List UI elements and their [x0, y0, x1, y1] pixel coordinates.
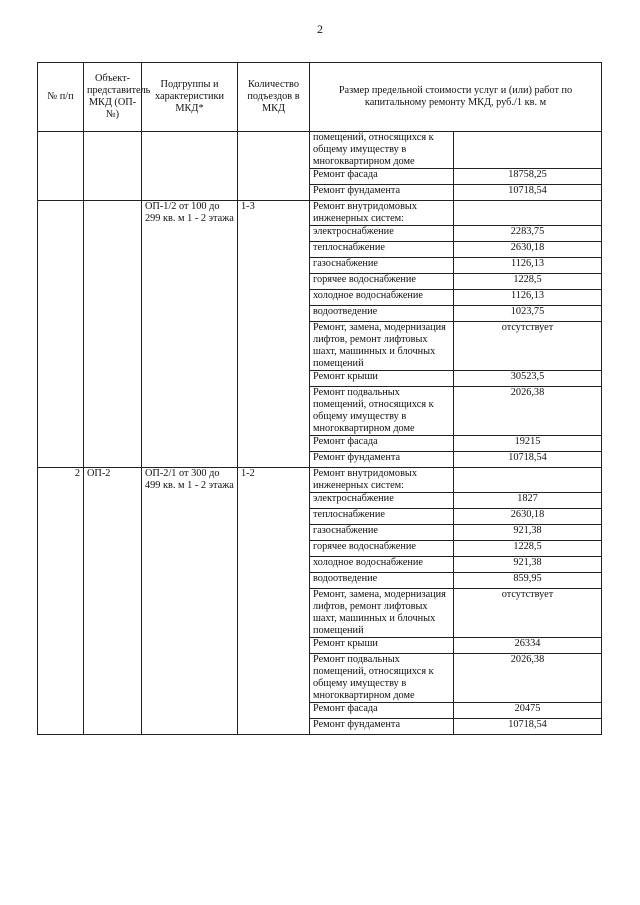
work-type-label: Ремонт фундамента	[310, 185, 454, 201]
group-entrances: 1-3	[238, 201, 310, 468]
table-header-row	[38, 63, 602, 132]
group-entrances	[238, 132, 310, 201]
group-number: 2	[38, 468, 84, 735]
work-type-label: Ремонт крыши	[310, 638, 454, 654]
cost-value: 1228,5	[454, 541, 602, 557]
cost-value: отсутствует	[454, 589, 602, 638]
work-type-label: водоотведение	[310, 306, 454, 322]
cost-value: 18758,25	[454, 169, 602, 185]
work-type-label: теплоснабжение	[310, 242, 454, 258]
work-type-label: Ремонт фасада	[310, 703, 454, 719]
cost-value: 1126,13	[454, 258, 602, 274]
group-subgroup	[142, 132, 238, 201]
cost-value: 26334	[454, 638, 602, 654]
cost-value: 19215	[454, 436, 602, 452]
header-cost: Размер предельной стоимости услуг и (или) работ по капитальному ремонту МКД, руб./1 кв. м	[310, 63, 602, 132]
cost-value: 30523,5	[454, 371, 602, 387]
group-subgroup: ОП-1/2 от 100 до 299 кв. м 1 - 2 этажа	[142, 201, 238, 468]
group-number	[38, 132, 84, 201]
cost-value: 2630,18	[454, 509, 602, 525]
group-object: ОП-2	[84, 468, 142, 735]
work-type-label: Ремонт фасада	[310, 169, 454, 185]
work-type-label: водоотведение	[310, 573, 454, 589]
work-type-label: помещений, относящихся к общему имуществу в многоквартирном доме	[310, 132, 454, 169]
cost-value: 10718,54	[454, 719, 602, 735]
work-type-label: горячее водоснабжение	[310, 541, 454, 557]
work-type-label: Ремонт подвальных помещений, относящихся к общему имуществу в многоквартирном доме	[310, 654, 454, 703]
group-entrances: 1-2	[238, 468, 310, 735]
cost-value: 1827	[454, 493, 602, 509]
cost-value	[454, 468, 602, 493]
header-object: Объект-представитель МКД (ОП-№)	[84, 63, 142, 132]
header-number: № п/п	[38, 63, 84, 132]
work-type-label: Ремонт крыши	[310, 371, 454, 387]
work-type-label: Ремонт, замена, модернизация лифтов, ремонт лифтовых шахт, машинных и блочных помещений	[310, 322, 454, 371]
work-type-label: электроснабжение	[310, 493, 454, 509]
cost-value	[454, 132, 602, 169]
cost-value: 2026,38	[454, 387, 602, 436]
cost-value: 859,95	[454, 573, 602, 589]
group-object	[84, 132, 142, 201]
cost-value: 2026,38	[454, 654, 602, 703]
work-type-label: Ремонт внутридомовых инженерных систем:	[310, 201, 454, 226]
work-type-label: Ремонт фундамента	[310, 719, 454, 735]
work-type-label: холодное водоснабжение	[310, 290, 454, 306]
cost-value: 10718,54	[454, 185, 602, 201]
cost-value: 2283,75	[454, 226, 602, 242]
cost-value: 921,38	[454, 557, 602, 573]
work-type-label: Ремонт фасада	[310, 436, 454, 452]
work-type-label: Ремонт внутридомовых инженерных систем:	[310, 468, 454, 493]
header-subgroup: Подгруппы и характеристики МКД*	[142, 63, 238, 132]
work-type-label: горячее водоснабжение	[310, 274, 454, 290]
work-type-label: Ремонт подвальных помещений, относящихся к общему имуществу в многоквартирном доме	[310, 387, 454, 436]
table-body	[38, 132, 602, 735]
table-row	[38, 468, 602, 493]
work-type-label: газоснабжение	[310, 525, 454, 541]
header-entrances: Количество подъездов в МКД	[238, 63, 310, 132]
work-type-label: теплоснабжение	[310, 509, 454, 525]
cost-value: 10718,54	[454, 452, 602, 468]
cost-table	[37, 62, 602, 735]
table-row	[38, 132, 602, 169]
cost-value: 921,38	[454, 525, 602, 541]
cost-value: 1228,5	[454, 274, 602, 290]
cost-value	[454, 201, 602, 226]
table-row	[38, 201, 602, 226]
work-type-label: электроснабжение	[310, 226, 454, 242]
group-subgroup: ОП-2/1 от 300 до 499 кв. м 1 - 2 этажа	[142, 468, 238, 735]
cost-value: 2630,18	[454, 242, 602, 258]
cost-value: 1023,75	[454, 306, 602, 322]
cost-value: отсутствует	[454, 322, 602, 371]
work-type-label: Ремонт, замена, модернизация лифтов, ремонт лифтовых шахт, машинных и блочных помещений	[310, 589, 454, 638]
group-object	[84, 201, 142, 468]
group-number	[38, 201, 84, 468]
work-type-label: Ремонт фундамента	[310, 452, 454, 468]
work-type-label: холодное водоснабжение	[310, 557, 454, 573]
work-type-label: газоснабжение	[310, 258, 454, 274]
cost-value: 20475	[454, 703, 602, 719]
cost-value: 1126,13	[454, 290, 602, 306]
page-number: 2	[317, 22, 323, 36]
